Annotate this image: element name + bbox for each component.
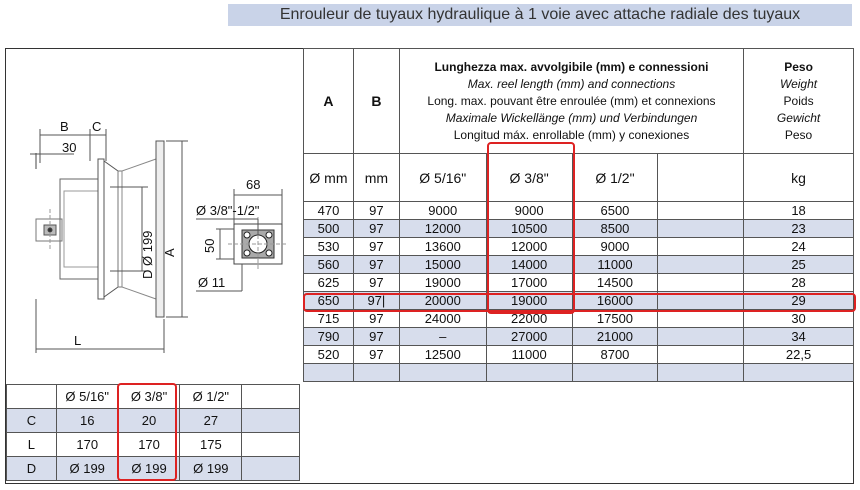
- table-cell: [353, 364, 399, 382]
- table-cell: 650: [304, 292, 354, 310]
- header-reel-en: Max. reel length (mm) and connections: [467, 76, 676, 91]
- table-cell: 97: [353, 346, 399, 364]
- table-cell: [658, 292, 744, 310]
- table-cell: 97: [353, 274, 399, 292]
- table-row: [304, 328, 854, 346]
- table-cell: 34: [744, 328, 854, 346]
- table-cell: 97: [353, 202, 399, 220]
- dims-header-cell: Ø 3/8": [118, 385, 180, 409]
- table-cell: 12000: [399, 220, 486, 238]
- table-cell: 8700: [572, 346, 658, 364]
- table-row: [304, 202, 854, 220]
- table-cell: 15000: [399, 256, 486, 274]
- table-cell: 470: [304, 202, 354, 220]
- table-cell: 6500: [572, 202, 658, 220]
- page-title: Enrouleur de tuyaux hydraulique à 1 voie avec attache radiale des tuyaux: [228, 4, 852, 26]
- table-cell: –: [399, 328, 486, 346]
- unit-cell: [658, 154, 744, 202]
- dims-cell: L: [7, 433, 57, 457]
- table-row: [304, 238, 854, 256]
- table-cell: [658, 364, 744, 382]
- table-cell: 12000: [486, 238, 572, 256]
- table-cell: 27000: [486, 328, 572, 346]
- header-weight-it: Peso: [784, 59, 813, 74]
- unit-cell: mm: [353, 154, 399, 202]
- header-reel-fr: Long. max. pouvant être enroulée (mm) et connexions: [427, 93, 716, 108]
- unit-cell: Ø mm: [304, 154, 354, 202]
- unit-cell: kg: [744, 154, 854, 202]
- label-11: Ø 11: [198, 275, 226, 290]
- table-cell: 530: [304, 238, 354, 256]
- table-cell: [658, 238, 744, 256]
- table-cell: 14500: [572, 274, 658, 292]
- table-row: [304, 256, 854, 274]
- table-cell: [744, 364, 854, 382]
- table-cell: 560: [304, 256, 354, 274]
- table-cell: 21000: [572, 328, 658, 346]
- table-cell: 19000: [486, 292, 572, 310]
- table-cell: 11000: [572, 256, 658, 274]
- units-row: [304, 154, 854, 202]
- table-row: [304, 292, 854, 310]
- table-cell: 715: [304, 310, 354, 328]
- header-weight-en: Weight: [779, 76, 818, 91]
- table-cell: 29: [744, 292, 854, 310]
- header-reel-it: Lunghezza max. avvolgibile (mm) e connessioni: [434, 59, 709, 74]
- specs-table: [303, 48, 854, 382]
- dims-cell: D: [7, 457, 57, 481]
- dims-cell: 170: [118, 433, 180, 457]
- table-cell: [572, 364, 658, 382]
- label-68: 68: [246, 177, 261, 192]
- label-30: 30: [62, 140, 77, 155]
- table-cell: 97|: [353, 292, 399, 310]
- dims-cell: [242, 433, 300, 457]
- reel-side-view: [36, 141, 164, 317]
- header-b: B: [353, 49, 399, 154]
- label-a: A: [162, 248, 177, 257]
- table-cell: 18: [744, 202, 854, 220]
- table-cell: 13600: [399, 238, 486, 256]
- table-cell: [658, 256, 744, 274]
- dims-cell: 16: [56, 409, 118, 433]
- table-cell: 8500: [572, 220, 658, 238]
- dims-header-cell: Ø 1/2": [180, 385, 242, 409]
- dims-header-cell: [242, 385, 300, 409]
- dims-row: [7, 457, 300, 481]
- table-cell: 30: [744, 310, 854, 328]
- unit-cell: Ø 1/2": [572, 154, 658, 202]
- table-cell: [486, 364, 572, 382]
- table-cell: 790: [304, 328, 354, 346]
- table-cell: 17500: [572, 310, 658, 328]
- table-cell: 97: [353, 238, 399, 256]
- table-cell: 25: [744, 256, 854, 274]
- dims-cell: C: [7, 409, 57, 433]
- table-cell: 9000: [399, 202, 486, 220]
- label-l: L: [74, 333, 82, 348]
- table-row: [304, 310, 854, 328]
- table-cell: 97: [353, 310, 399, 328]
- table-cell: [658, 202, 744, 220]
- table-cell: 22000: [486, 310, 572, 328]
- label-d: D Ø 199: [140, 230, 155, 279]
- header-reel-de: Maximale Wickellänge (mm) und Verbindungen: [445, 110, 698, 125]
- label-c: C: [92, 119, 102, 134]
- table-cell: 17000: [486, 274, 572, 292]
- table-cell: 24000: [399, 310, 486, 328]
- table-cell: 625: [304, 274, 354, 292]
- dims-cell: [242, 457, 300, 481]
- table-cell: 97: [353, 220, 399, 238]
- dims-header-row: [7, 385, 300, 409]
- table-cell: 20000: [399, 292, 486, 310]
- header-weight-es: Peso: [784, 127, 813, 142]
- table-cell: 11000: [486, 346, 572, 364]
- label-50: 50: [202, 238, 217, 253]
- header-reel-length: [399, 49, 743, 154]
- table-cell: 500: [304, 220, 354, 238]
- table-cell: 12500: [399, 346, 486, 364]
- header-reel-es: Longitud máx. enrollable (mm) y conexiones: [453, 127, 690, 142]
- header-weight: [744, 49, 854, 154]
- table-cell: 22,5: [744, 346, 854, 364]
- dims-row: [7, 409, 300, 433]
- table-row: [304, 274, 854, 292]
- dims-cell: Ø 199: [118, 457, 180, 481]
- table-cell: [658, 328, 744, 346]
- table-row: [304, 220, 854, 238]
- table-cell: [399, 364, 486, 382]
- label-port: Ø 3/8"-1/2": [196, 203, 260, 218]
- unit-cell: Ø 5/16": [399, 154, 486, 202]
- dims-header-cell: [7, 385, 57, 409]
- dim-l: [36, 299, 164, 353]
- table-cell: 28: [744, 274, 854, 292]
- dims-row: [7, 433, 300, 457]
- table-cell: [658, 274, 744, 292]
- header-a: A: [304, 49, 354, 154]
- table-cell: [658, 310, 744, 328]
- table-cell: [658, 346, 744, 364]
- table-cell: 24: [744, 238, 854, 256]
- table-cell: [304, 364, 354, 382]
- table-cell: 97: [353, 256, 399, 274]
- table-cell: 23: [744, 220, 854, 238]
- technical-drawing: [6, 49, 300, 383]
- table-cell: 16000: [572, 292, 658, 310]
- table-cell: 97: [353, 328, 399, 346]
- unit-cell: Ø 3/8": [486, 154, 572, 202]
- dims-cell: 20: [118, 409, 180, 433]
- dims-header-cell: Ø 5/16": [56, 385, 118, 409]
- table-cell: 520: [304, 346, 354, 364]
- table-cell: 19000: [399, 274, 486, 292]
- dims-cell: 170: [56, 433, 118, 457]
- table-cell: 9000: [572, 238, 658, 256]
- header-weight-fr: Poids: [783, 93, 814, 108]
- label-b: B: [60, 119, 69, 134]
- header-weight-de: Gewicht: [776, 110, 821, 125]
- table-cell: 10500: [486, 220, 572, 238]
- table-cell: 9000: [486, 202, 572, 220]
- dims-cell: 175: [180, 433, 242, 457]
- dims-cell: Ø 199: [180, 457, 242, 481]
- dims-cell: Ø 199: [56, 457, 118, 481]
- dimension-table: [6, 384, 300, 481]
- table-header-row: [304, 49, 854, 154]
- table-cell: [658, 220, 744, 238]
- dims-cell: 27: [180, 409, 242, 433]
- table-cell: 14000: [486, 256, 572, 274]
- dims-cell: [242, 409, 300, 433]
- table-row: [304, 364, 854, 382]
- table-row: [304, 346, 854, 364]
